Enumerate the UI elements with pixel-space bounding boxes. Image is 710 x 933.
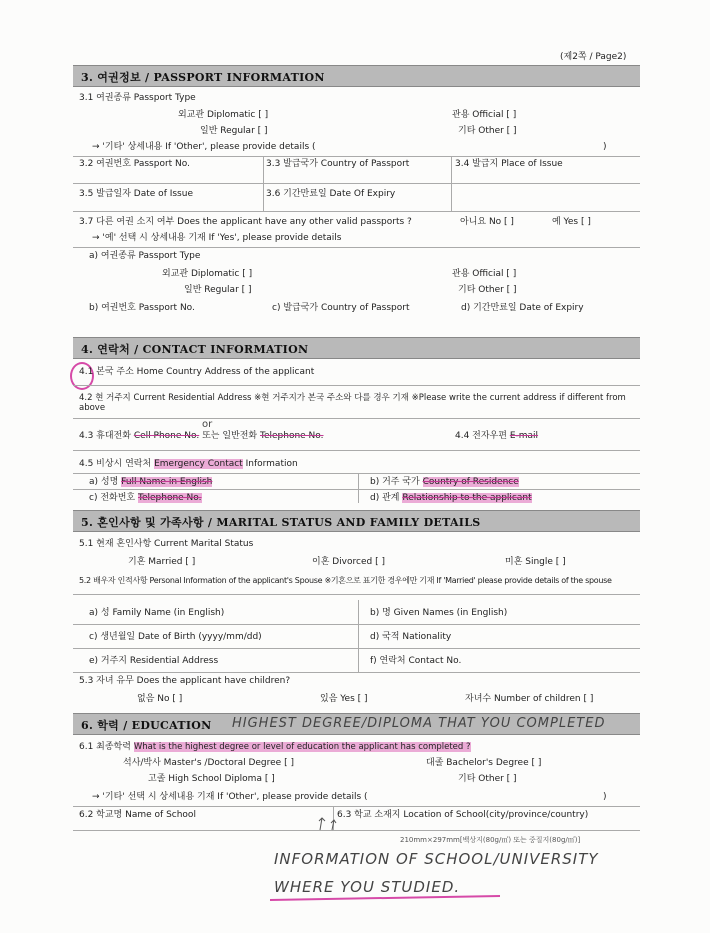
other-regular-checkbox[interactable]: 일반 Regular [ ] — [184, 285, 252, 295]
cell-phone-label — [79, 431, 324, 442]
passport-regular-checkbox[interactable]: 일반 Regular [ ] — [200, 126, 268, 136]
emergency-relationship-prefix: d) 관계 — [370, 493, 400, 503]
divider — [73, 806, 640, 807]
date-of-issue-label: 3.5 발급일자 Date of Issue — [79, 189, 193, 199]
paper-spec: 210mm×297mm[백상지(80g/㎡) 또는 중질지(80g/㎡)] — [400, 836, 581, 844]
section-title-contact: 4. 연락처 / CONTACT INFORMATION — [81, 343, 309, 356]
emergency-name-prefix: a) 성명 — [89, 477, 119, 487]
divider — [358, 473, 359, 503]
divider — [73, 489, 640, 490]
spouse-address-label: e) 거주지 Residential Address — [89, 656, 219, 666]
page-number: (제2쪽 / Page2) — [560, 52, 627, 62]
passport-diplomatic-checkbox[interactable]: 외교관 Diplomatic [ ] — [178, 110, 269, 120]
emergency-phone-prefix: c) 전화번호 — [89, 493, 136, 503]
cell-phone-prefix: 4.3 휴대전화 — [79, 431, 131, 441]
cell-phone-text: Cell Phone No. — [133, 431, 200, 441]
emergency-country-highlight: Country of Residence — [422, 477, 519, 487]
other-country-label: c) 발급국가 Country of Passport — [272, 303, 410, 313]
divider — [73, 183, 640, 184]
marital-status-label: 5.1 현재 혼인사항 Current Marital Status — [79, 539, 254, 549]
divider — [358, 600, 359, 672]
school-location-label: 6.3 학교 소재지 Location of School(city/province/country) — [337, 810, 589, 820]
section-title-education: 6. 학력 / EDUCATION — [81, 719, 212, 732]
children-no-checkbox[interactable]: 없음 No [ ] — [137, 694, 183, 704]
spouse-family-name-label: a) 성 Family Name (in English) — [89, 608, 225, 618]
other-official-checkbox[interactable]: 관용 Official [ ] — [452, 269, 517, 279]
yes-details-label: → '예' 선택 시 상세내용 기재 If 'Yes', please provide details — [92, 233, 342, 243]
other-passport-question: 3.7 다른 여권 소지 여부 Does the applicant have any other valid passports ? — [79, 217, 412, 227]
divider — [73, 594, 640, 595]
telephone-text: Telephone No. — [259, 431, 324, 441]
other-passport-no-checkbox[interactable]: 아니요 No [ ] — [460, 217, 514, 227]
home-address-label: 4.1 본국 주소 Home Country Address of the applicant — [79, 367, 315, 377]
handwritten-arrows-icon — [314, 810, 344, 832]
emergency-phone-label — [89, 493, 202, 504]
other-expiry-label: d) 기간만료일 Date of Expiry — [461, 303, 584, 313]
school-name-label: 6.2 학교명 Name of School — [79, 810, 196, 820]
email-text: E-mail — [509, 431, 539, 441]
divider — [73, 830, 640, 831]
emergency-country-prefix: b) 거주 국가 — [370, 477, 420, 487]
divider — [73, 473, 640, 474]
children-question: 5.3 자녀 유무 Does the applicant have children? — [79, 676, 291, 686]
close-paren: ) — [603, 792, 607, 802]
emergency-name-label — [89, 477, 212, 488]
other-passport-no-label: b) 여권번호 Passport No. — [89, 303, 195, 313]
divider — [73, 247, 640, 248]
spouse-contact-label: f) 연락처 Contact No. — [370, 656, 462, 666]
or-phone-text: 또는 일반전화 — [202, 431, 258, 441]
emergency-suffix: Information — [245, 459, 298, 469]
section-title-passport: 3. 여권정보 / PASSPORT INFORMATION — [81, 71, 325, 84]
divider — [73, 450, 640, 451]
single-checkbox[interactable]: 미혼 Single [ ] — [505, 557, 566, 567]
emergency-country-label — [370, 477, 519, 488]
emergency-name-highlight: Full Name in English — [121, 477, 213, 487]
other-other-checkbox[interactable]: 기타 Other [ ] — [458, 285, 517, 295]
highest-degree-highlight: What is the highest degree or level of education the applicant has completed ? — [133, 742, 471, 752]
other-passport-yes-checkbox[interactable]: 예 Yes [ ] — [552, 217, 591, 227]
divider — [73, 211, 640, 212]
passport-type-label: 3.1 여권종류 Passport Type — [79, 93, 196, 103]
email-label — [455, 431, 538, 442]
bachelor-checkbox[interactable]: 대졸 Bachelor's Degree [ ] — [426, 758, 542, 768]
highest-degree-label — [79, 742, 471, 753]
email-prefix: 4.4 전자우편 — [455, 431, 507, 441]
spouse-nationality-label: d) 국적 Nationality — [370, 632, 452, 642]
date-of-expiry-label: 3.6 기간만료일 Date Of Expiry — [266, 189, 396, 199]
divider — [73, 156, 640, 157]
divider — [73, 672, 640, 673]
emergency-relationship-highlight: Relationship to the applicant — [402, 493, 532, 503]
spouse-given-names-label: b) 명 Given Names (in English) — [370, 608, 508, 618]
passport-no-label: 3.2 여권번호 Passport No. — [79, 159, 190, 169]
place-of-issue-label: 3.4 발급지 Place of Issue — [455, 159, 563, 169]
education-other-checkbox[interactable]: 기타 Other [ ] — [458, 774, 517, 784]
spouse-info-label: 5.2 배우자 인적사항 Personal Information of the applicant's Spouse ※기혼으로 표기한 경우에만 기재 If 'Married' please provide details of the spouse — [79, 576, 612, 585]
handwritten-note-line2: WHERE YOU STUDIED. — [274, 878, 461, 896]
passport-other-checkbox[interactable]: 기타 Other [ ] — [458, 126, 517, 136]
emergency-contact-label — [79, 459, 298, 470]
divorced-checkbox[interactable]: 이혼 Divorced [ ] — [312, 557, 385, 567]
highschool-checkbox[interactable]: 고졸 High School Diploma [ ] — [148, 774, 275, 784]
handwritten-note-line1: INFORMATION OF SCHOOL/UNIVERSITY — [274, 850, 599, 868]
section-header-contact — [73, 337, 640, 359]
highest-degree-prefix: 6.1 최종학력 — [79, 742, 131, 752]
emergency-relationship-label — [370, 493, 532, 504]
masters-checkbox[interactable]: 석사/박사 Master's /Doctoral Degree [ ] — [123, 758, 294, 768]
country-of-passport-label: 3.3 발급국가 Country of Passport — [266, 159, 410, 169]
section-title-marital: 5. 혼인사항 및 가족사항 / MARITAL STATUS AND FAMILY DETAILS — [81, 516, 481, 529]
passport-official-checkbox[interactable]: 관용 Official [ ] — [452, 110, 517, 120]
section-header-marital — [73, 510, 640, 532]
divider — [73, 624, 640, 625]
divider — [73, 418, 640, 419]
handwritten-or: or — [202, 419, 213, 430]
section-header-passport — [73, 65, 640, 87]
divider — [73, 385, 640, 386]
emergency-prefix: 4.5 비상시 연락처 — [79, 459, 152, 469]
other-passport-type-label: a) 여권종류 Passport Type — [89, 251, 201, 261]
married-checkbox[interactable]: 기혼 Married [ ] — [128, 557, 196, 567]
children-number-field[interactable]: 자녀수 Number of children [ ] — [465, 694, 594, 704]
other-diplomatic-checkbox[interactable]: 외교관 Diplomatic [ ] — [162, 269, 253, 279]
spouse-dob-label: c) 생년월일 Date of Birth (yyyy/mm/dd) — [89, 632, 262, 642]
emergency-phone-highlight: Telephone No. — [137, 493, 202, 503]
close-paren: ) — [603, 142, 607, 152]
education-other-details: → '기타' 선택 시 상세내용 기재 If 'Other', please provide details ( — [92, 792, 368, 802]
current-address-label: 4.2 현 거주지 Current Residential Address ※현 거주지가 본국 주소와 다를 경우 기재 ※Please write the current address if different from above — [79, 393, 626, 413]
handwritten-underlines — [270, 866, 510, 906]
handwritten-education-note: HIGHEST DEGREE/DIPLOMA THAT YOU COMPLETED — [232, 716, 606, 731]
passport-other-details-label: → '기타' 상세내용 If 'Other', please provide details ( — [92, 142, 316, 152]
divider — [73, 648, 640, 649]
emergency-highlight: Emergency Contact — [154, 459, 243, 469]
children-yes-checkbox[interactable]: 있음 Yes [ ] — [320, 694, 368, 704]
